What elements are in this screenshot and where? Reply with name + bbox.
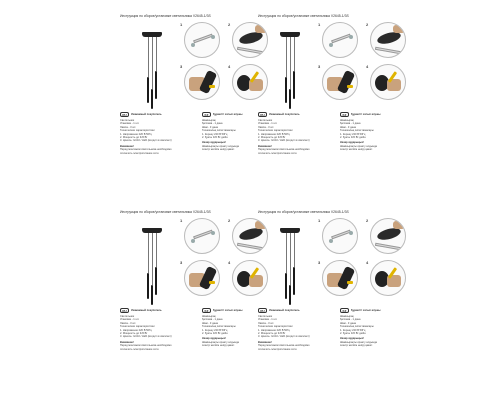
text-line: Шамшырақ (340, 315, 354, 318)
step-3 (180, 260, 224, 298)
ru-lines (120, 119, 194, 143)
ru-block (258, 308, 332, 351)
text-line: 2. Қуаты 3x5 Вт дейін (340, 332, 366, 336)
suspension-wire (294, 37, 295, 71)
step-3 (180, 64, 224, 102)
kz-subheading: Назар аударыңыз! (202, 141, 226, 145)
text-line: отключить электропитание сети. (120, 151, 160, 155)
step-number: 2 (228, 218, 231, 223)
step-2 (366, 218, 410, 256)
kz-subheading: Назар аударыңыз! (340, 141, 364, 145)
pendant-lamp-illustration (270, 222, 310, 306)
hand-icon (393, 25, 405, 33)
kz-notes (340, 145, 414, 152)
assembly-steps (318, 22, 414, 106)
lamp-tube (293, 267, 295, 295)
step-number: 2 (228, 22, 231, 27)
step-3-illustration (184, 260, 220, 296)
screw-icon (329, 239, 333, 243)
mounting-bracket (193, 34, 213, 44)
connector-icon (347, 85, 353, 88)
kz-block-header (340, 112, 414, 117)
instruction-sheet (258, 14, 418, 174)
text-line: Перед монтажом светильника необходимо (258, 148, 310, 152)
text-line: Упаковка - 1 шт. (120, 122, 140, 126)
text-line: Упаковка - 1 шт. (258, 318, 278, 322)
text-line: Лампа - 3 шт. (120, 125, 136, 129)
instruction-sheet (120, 14, 280, 174)
step-1 (318, 218, 362, 256)
ru-subheading: Внимание! (258, 340, 272, 344)
lamp-tube (151, 285, 153, 305)
lamp-tube (285, 77, 287, 103)
lamp-tube (155, 267, 157, 295)
ru-block-header (120, 112, 194, 117)
language-badge: RU (258, 112, 267, 117)
text-line: 2. Қуаты 3x5 Вт дейін (340, 136, 366, 140)
text-line: электр желісін өшіру қажет. (202, 148, 235, 152)
lamp-tube (151, 89, 153, 109)
step-1 (318, 22, 362, 60)
suspension-wire (156, 37, 157, 71)
text-line: 1. Напряжение 220 В 50Гц (120, 328, 152, 332)
text-line: Шамшырақты орнату алдында (340, 340, 378, 344)
step-1-illustration (184, 22, 220, 58)
text-line: Қаптама - 1 дана (202, 318, 223, 322)
lamp-body (337, 70, 355, 94)
suspension-wire (290, 233, 291, 285)
ru-lines (258, 119, 332, 143)
text-line: 1. Кернеу 220 В 50Гц (202, 328, 228, 332)
language-badge: KZ (340, 308, 349, 313)
lamp-body (337, 266, 355, 290)
screw-icon (329, 43, 333, 47)
screw-icon (211, 35, 215, 39)
step-number: 4 (366, 260, 369, 265)
text-line: Светильник (120, 119, 135, 122)
text-line: Техникалық сипаттамалары (340, 129, 374, 133)
text-line: Шам - 3 дана (340, 321, 356, 325)
kz-block (340, 112, 414, 152)
sheet-title: Инструкция по сборке/установке светильника V2645-1/3S (120, 210, 211, 214)
step-3-illustration (184, 64, 220, 100)
ru-lines (258, 315, 332, 339)
text-line: Техникалық сипаттамалары (202, 129, 236, 133)
ru-block (120, 112, 194, 155)
sheet-title: Инструкция по сборке/установке светильника V2645-1/3S (258, 14, 349, 18)
pendant-lamp-illustration (132, 26, 172, 110)
language-badge: RU (258, 308, 267, 313)
screw-icon (191, 239, 195, 243)
text-line: 2. Мощность до 3x5 Вт (120, 136, 148, 140)
ru-block-header (120, 308, 194, 313)
step-4-illustration (370, 64, 406, 100)
text-line: Лампа - 3 шт. (258, 321, 274, 325)
assembly-steps (318, 218, 414, 302)
text-line: Шамшырақ (202, 315, 216, 318)
text-line: Техникалық сипаттамалары (340, 325, 374, 329)
ru-subheading: Внимание! (120, 340, 134, 344)
screw-icon (211, 231, 215, 235)
step-number: 2 (366, 218, 369, 223)
kz-subheading: Назар аударыңыз! (340, 337, 364, 341)
step-number: 1 (318, 22, 321, 27)
ru-lines (120, 315, 194, 339)
ru-block-header (258, 308, 332, 313)
kz-heading: Құрметті сатып алушы (351, 308, 381, 312)
text-line: электр желісін өшіру қажет. (340, 344, 373, 348)
step-1-illustration (322, 22, 358, 58)
mounting-bracket (375, 243, 401, 250)
kz-heading: Құрметті сатып алушы (213, 308, 243, 312)
text-line: Шам - 3 дана (340, 125, 356, 129)
text-line: 1. Кернеу 220 В 50Гц (202, 132, 228, 136)
suspension-wire (294, 233, 295, 267)
text-line: 2. Мощность до 3x5 Вт (120, 332, 148, 336)
text-line: 1. Кернеу 220 В 50Гц (340, 328, 366, 332)
text-line: Упаковка - 1 шт. (258, 122, 278, 126)
text-line: электр желісін өшіру қажет. (202, 344, 235, 348)
kz-lines (340, 119, 414, 139)
step-number: 4 (366, 64, 369, 69)
step-4 (366, 260, 410, 298)
ru-subheading: Внимание! (120, 144, 134, 148)
suspension-wire (148, 37, 149, 77)
text-line: Светильник (120, 315, 135, 318)
text-line: Шамшырақ (340, 119, 354, 122)
lamp-tube (147, 273, 149, 299)
text-line: 3. Цоколь: GU10 / LED (входит в комплект) (258, 335, 310, 339)
text-line: электр желісін өшіру қажет. (340, 148, 373, 152)
text-line: Шамшырақты орнату алдында (202, 340, 240, 344)
text-line: отключить электропитание сети. (120, 347, 160, 351)
text-line: Техникалық сипаттамалары (202, 325, 236, 329)
connector-icon (209, 281, 215, 284)
step-number: 4 (228, 260, 231, 265)
language-badge: RU (120, 308, 129, 313)
lamp-tube (285, 273, 287, 299)
kz-heading: Құрметті сатып алушы (351, 112, 381, 116)
suspension-wire (152, 233, 153, 285)
text-line: Технические характеристики (258, 129, 293, 133)
step-2 (366, 22, 410, 60)
step-number: 2 (366, 22, 369, 27)
ru-notes (120, 148, 194, 155)
hand-icon (393, 221, 405, 229)
text-line: Қаптама - 1 дана (340, 318, 361, 322)
ru-subheading: Внимание! (258, 144, 272, 148)
screw-icon (191, 43, 195, 47)
text-line: 2. Мощность до 3x5 Вт (258, 332, 286, 336)
step-1 (180, 22, 224, 60)
screw-icon (349, 35, 353, 39)
pendant-lamp-illustration (270, 26, 310, 110)
step-number: 1 (180, 218, 183, 223)
ru-heading: Уважаемый покупатель (131, 112, 162, 116)
step-number: 3 (318, 64, 321, 69)
lamp-tube (293, 71, 295, 99)
text-line: 1. Напряжение 220 В 50Гц (258, 132, 290, 136)
text-line: Қаптама - 1 дана (202, 122, 223, 126)
instruction-sheet (258, 210, 418, 370)
kz-block (340, 308, 414, 348)
sheet-title: Инструкция по сборке/установке светильника V2645-1/3S (120, 14, 211, 18)
text-line: отключить электропитание сети. (258, 151, 298, 155)
screw-icon (349, 231, 353, 235)
step-3 (318, 64, 362, 102)
ru-block (120, 308, 194, 351)
suspension-wire (290, 37, 291, 89)
suspension-wire (286, 37, 287, 77)
instruction-sheet (120, 210, 280, 370)
ru-block-header (258, 112, 332, 117)
text-line: отключить электропитание сети. (258, 347, 298, 351)
ru-block (258, 112, 332, 155)
lamp-body (199, 70, 217, 94)
suspension-wire (156, 233, 157, 267)
suspension-wire (152, 37, 153, 89)
mounting-bracket (331, 34, 351, 44)
kz-heading: Құрметті сатып алушы (213, 112, 243, 116)
step-3 (318, 260, 362, 298)
ru-notes (120, 344, 194, 351)
step-1 (180, 218, 224, 256)
text-blocks (258, 112, 418, 172)
lamp-tube (289, 89, 291, 109)
kz-subheading: Назар аударыңыз! (202, 337, 226, 341)
text-line: 1. Кернеу 220 В 50Гц (340, 132, 366, 136)
lamp-tube (289, 285, 291, 305)
text-line: 2. Мощность до 3x5 Вт (258, 136, 286, 140)
text-line: Шамшырақты орнату алдында (340, 144, 378, 148)
suspension-wire (148, 233, 149, 273)
lamp-tube (147, 77, 149, 103)
step-number: 3 (180, 64, 183, 69)
ru-heading: Уважаемый покупатель (269, 112, 300, 116)
mounting-bracket (375, 47, 401, 54)
ru-heading: Уважаемый покупатель (269, 308, 300, 312)
kz-notes (340, 341, 414, 348)
text-line: Лампа - 3 шт. (120, 321, 136, 325)
text-line: Перед монтажом светильника необходимо (120, 344, 172, 348)
text-blocks (120, 308, 280, 368)
suspension-wire (286, 233, 287, 273)
text-line: Перед монтажом светильника необходимо (120, 148, 172, 152)
text-line: Светильник (258, 119, 273, 122)
mounting-bracket (331, 230, 351, 240)
step-1-illustration (322, 218, 358, 254)
text-blocks (258, 308, 418, 368)
text-line: 3. Цоколь: GU10 / LED (входит в комплект) (120, 335, 172, 339)
language-badge: KZ (202, 308, 211, 313)
text-line: Перед монтажом светильника необходимо (258, 344, 310, 348)
lamp-body (199, 266, 217, 290)
text-line: 3. Цоколь: GU10 / LED (входит в комплект) (258, 139, 310, 143)
step-number: 1 (180, 22, 183, 27)
step-2-illustration (370, 218, 406, 254)
language-badge: KZ (202, 112, 211, 117)
text-line: Светильник (258, 315, 273, 318)
text-line: Технические характеристики (120, 325, 155, 329)
pendant-lamp-illustration (132, 222, 172, 306)
text-line: 1. Напряжение 220 В 50Гц (120, 132, 152, 136)
step-2-illustration (370, 22, 406, 58)
step-3-illustration (322, 260, 358, 296)
text-line: 2. Қуаты 3x5 Вт дейін (202, 332, 228, 336)
text-line: 2. Қуаты 3x5 Вт дейін (202, 136, 228, 140)
sheet-title: Инструкция по сборке/установке светильника V2645-1/3S (258, 210, 349, 214)
text-line: Шам - 3 дана (202, 321, 218, 325)
mounting-bracket (193, 230, 213, 240)
text-line: Шамшырақ (202, 119, 216, 122)
text-line: Шамшырақты орнату алдында (202, 144, 240, 148)
connector-icon (209, 85, 215, 88)
text-line: Технические характеристики (258, 325, 293, 329)
text-line: Қаптама - 1 дана (340, 122, 361, 126)
step-number: 3 (318, 260, 321, 265)
lamp-tube (155, 71, 157, 99)
step-4-illustration (370, 260, 406, 296)
step-4 (366, 64, 410, 102)
kz-block-header (340, 308, 414, 313)
step-number: 1 (318, 218, 321, 223)
step-number: 4 (228, 64, 231, 69)
step-3-illustration (322, 64, 358, 100)
text-line: Шам - 3 дана (202, 125, 218, 129)
language-badge: RU (120, 112, 129, 117)
text-line: Лампа - 3 шт. (258, 125, 274, 129)
language-badge: KZ (340, 112, 349, 117)
text-line: Упаковка - 1 шт. (120, 318, 140, 322)
ru-notes (258, 344, 332, 351)
connector-icon (347, 281, 353, 284)
ru-notes (258, 148, 332, 155)
kz-lines (340, 315, 414, 335)
text-blocks (120, 112, 280, 172)
text-line: 3. Цоколь: GU10 / LED (входит в комплект) (120, 139, 172, 143)
ru-heading: Уважаемый покупатель (131, 308, 162, 312)
step-number: 3 (180, 260, 183, 265)
step-1-illustration (184, 218, 220, 254)
text-line: 1. Напряжение 220 В 50Гц (258, 328, 290, 332)
text-line: Технические характеристики (120, 129, 155, 133)
